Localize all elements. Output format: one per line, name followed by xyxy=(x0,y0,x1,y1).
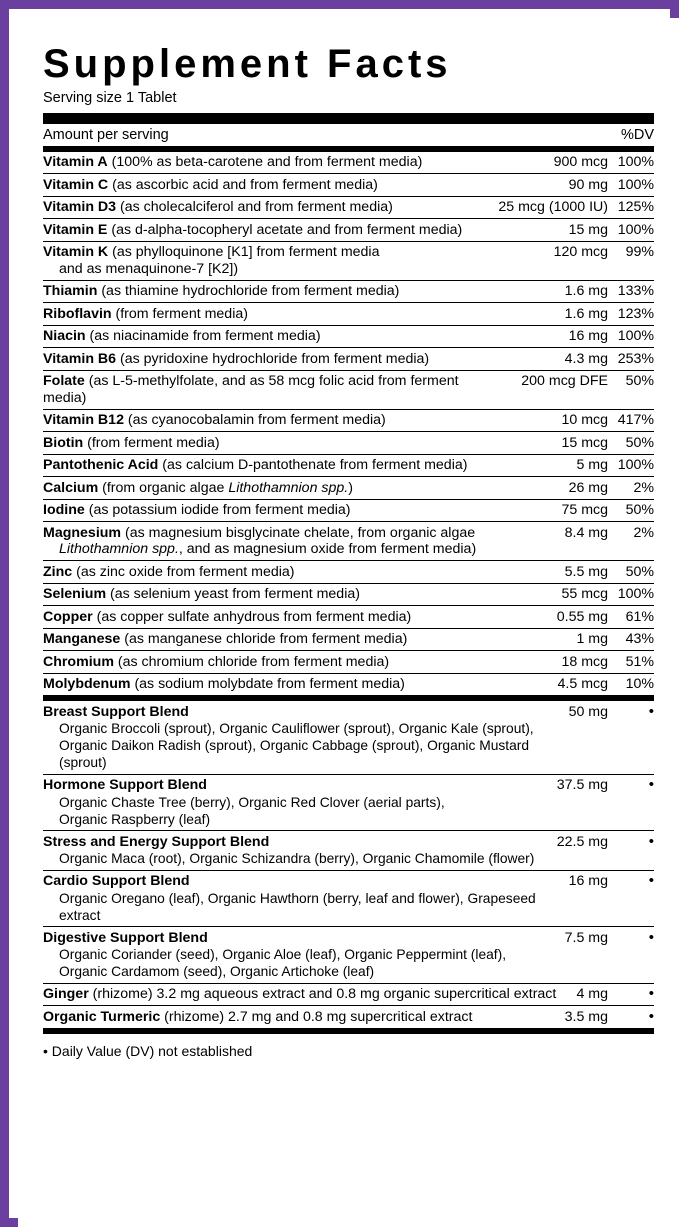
nutrient-row xyxy=(43,196,654,219)
nutrient-name-detail: (as thiamine hydrochloride from ferment media) xyxy=(97,283,400,299)
serving-size: Serving size 1 Tablet xyxy=(43,90,177,106)
nutrient-name-detail: (as copper sulfate anhydrous from ferment media) xyxy=(92,608,412,625)
single-ingredient-dv: • xyxy=(608,1006,654,1029)
nutrient-name-bold: Iodine xyxy=(43,502,85,518)
blend-name: Cardio Support Blend xyxy=(43,873,190,889)
nutrient-dv: 125% xyxy=(608,196,654,219)
nutrient-amount: 5 mg xyxy=(498,454,608,477)
blend-ingredients-line: Organic Coriander (seed), Organic Aloe (leaf), Organic Peppermint (leaf), xyxy=(59,947,507,962)
nutrient-row xyxy=(43,651,654,674)
nutrient-name xyxy=(43,196,498,219)
nutrient-row xyxy=(43,432,654,455)
blend-dv: • xyxy=(608,831,654,871)
nutrient-amount: 200 mcg DFE xyxy=(498,370,608,409)
divider-thick-top xyxy=(43,113,654,124)
single-ingredient-amount: 3.5 mg xyxy=(557,1006,608,1029)
nutrient-name-bold: Niacin xyxy=(43,328,86,344)
blend-name-cell xyxy=(43,831,557,871)
nutrient-row xyxy=(43,152,654,174)
nutrient-name-bold: Calcium xyxy=(43,479,99,496)
footnote: • Daily Value (DV) not established xyxy=(43,1042,253,1059)
nutrient-name-detail: (from organic algae xyxy=(98,479,229,496)
nutrient-dv: 2% xyxy=(608,522,654,561)
nutrient-name-bold: Zinc xyxy=(43,563,73,580)
nutrient-name xyxy=(43,628,498,651)
nutrient-dv: 100% xyxy=(608,583,654,606)
nutrient-name-bold: Selenium xyxy=(43,586,107,602)
nutrient-amount: 75 mcg xyxy=(498,499,608,522)
nutrient-name-detail: (as selenium yeast from ferment media) xyxy=(106,586,360,602)
nutrient-row xyxy=(43,583,654,606)
nutrient-row xyxy=(43,219,654,242)
blend-name: Hormone Support Blend xyxy=(43,777,207,793)
nutrient-name xyxy=(43,522,498,561)
blend-ingredients-line: Organic Cardamom (seed), Organic Artichoke (leaf) xyxy=(59,964,375,979)
blend-ingredients-line: Organic Broccoli (sprout), Organic Cauliflower (sprout), Organic Kale (sprout), xyxy=(59,721,534,736)
nutrient-dv: 133% xyxy=(608,280,654,303)
blend-row xyxy=(43,927,654,984)
nutrient-amount: 15 mcg xyxy=(498,432,608,455)
nutrient-amount: 25 mcg (1000 IU) xyxy=(498,196,608,219)
nutrient-amount: 8.4 mg xyxy=(498,522,608,561)
nutrient-name-bold: Manganese xyxy=(43,631,121,647)
nutrient-name xyxy=(43,280,498,303)
nutrient-dv: 10% xyxy=(608,673,654,696)
nutrient-name-bold: Vitamin K xyxy=(43,244,109,260)
nutrient-dv: 100% xyxy=(608,454,654,477)
nutrient-row xyxy=(43,499,654,522)
nutrient-row xyxy=(43,673,654,696)
nutrient-name xyxy=(43,303,498,326)
blend-name-cell xyxy=(43,870,557,927)
blends-table xyxy=(43,701,654,1029)
nutrient-name-detail: (as cholecalciferol and from ferment media) xyxy=(116,199,393,215)
blend-row xyxy=(43,870,654,927)
blend-ingredients-line: Organic Maca (root), Organic Schizandra (berry), Organic Chamomile (flower) xyxy=(59,851,535,866)
single-ingredient-dv: • xyxy=(608,983,654,1006)
page-title: Supplement Facts xyxy=(43,42,452,86)
nutrient-name-detail: (as ascorbic acid and from ferment media) xyxy=(108,176,378,193)
nutrient-row xyxy=(43,370,654,409)
nutrient-row xyxy=(43,303,654,326)
nutrient-name-detail: (as phylloquinone [K1] from ferment media xyxy=(108,244,380,260)
nutrient-row xyxy=(43,477,654,500)
nutrient-name-detail: (as sodium molybdate from ferment media) xyxy=(130,676,405,692)
blend-name: Breast Support Blend xyxy=(43,703,189,720)
nutrient-name-line2 xyxy=(43,541,498,558)
single-ingredient-row xyxy=(43,1006,654,1029)
nutrient-dv: 100% xyxy=(608,325,654,348)
nutrient-name xyxy=(43,583,498,606)
nutrient-name-bold: Chromium xyxy=(43,653,114,670)
blend-row xyxy=(43,774,654,831)
nutrient-amount: 15 mg xyxy=(498,219,608,242)
blend-ingredients-line: Organic Raspberry (leaf) xyxy=(59,811,211,827)
nutrient-name xyxy=(43,606,498,629)
amount-per-serving-header: Amount per serving xyxy=(43,124,608,146)
nutrient-name-bold: Biotin xyxy=(43,434,84,451)
nutrient-name xyxy=(43,454,498,477)
nutrient-amount: 1.6 mg xyxy=(498,303,608,326)
nutrient-name-detail: (as L-5-methylfolate, and as 58 mcg folic acid from ferment media) xyxy=(43,373,459,406)
nutrient-name-bold: Riboflavin xyxy=(43,305,112,322)
blend-ingredients-line: Organic Chaste Tree (berry), Organic Red Clover (aerial parts), xyxy=(59,794,445,810)
nutrient-row xyxy=(43,348,654,371)
nutrient-dv: 100% xyxy=(608,152,654,174)
nutrient-row xyxy=(43,174,654,197)
nutrient-amount: 120 mcg xyxy=(498,241,608,280)
nutrient-name-bold: Vitamin B12 xyxy=(43,412,124,428)
single-ingredient-detail: (rhizome) 2.7 mg and 0.8 mg supercritical extract xyxy=(160,1008,473,1025)
nutrient-name-bold: Molybdenum xyxy=(43,676,131,692)
nutrient-amount: 16 mg xyxy=(498,325,608,348)
nutrient-dv: 50% xyxy=(608,499,654,522)
nutrient-dv: 100% xyxy=(608,174,654,197)
single-ingredient-name-bold: Ginger xyxy=(43,986,89,1002)
blend-name: Stress and Energy Support Blend xyxy=(43,833,270,850)
nutrition-table xyxy=(43,124,654,147)
nutrient-row xyxy=(43,409,654,432)
nutrient-amount: 10 mcg xyxy=(498,409,608,432)
nutrient-dv: 51% xyxy=(608,651,654,674)
nutrient-amount: 4.5 mcg xyxy=(498,673,608,696)
nutrient-row xyxy=(43,628,654,651)
blend-dv: • xyxy=(608,870,654,927)
nutrient-name-bold: Pantothenic Acid xyxy=(43,457,159,473)
blend-dv: • xyxy=(608,701,654,774)
nutrient-name-detail: (as magnesium bisglycinate chelate, from organic algae xyxy=(121,524,476,541)
nutrient-name xyxy=(43,499,498,522)
nutrient-dv: 123% xyxy=(608,303,654,326)
nutrient-name xyxy=(43,325,498,348)
nutrient-name-detail: (from ferment media) xyxy=(83,434,220,451)
nutrient-name-tail: ) xyxy=(348,479,353,496)
nutrient-amount: 18 mcg xyxy=(498,651,608,674)
nutrient-name-detail: (as pyridoxine hydrochloride from ferment media) xyxy=(116,350,430,367)
nutrient-row xyxy=(43,454,654,477)
nutrient-dv: 43% xyxy=(608,628,654,651)
nutrient-row xyxy=(43,241,654,280)
nutrient-name-detail: (as potassium iodide from ferment media) xyxy=(84,502,351,518)
nutrient-row xyxy=(43,561,654,584)
blend-amount: 37.5 mg xyxy=(557,774,608,831)
nutrient-amount: 90 mg xyxy=(498,174,608,197)
blend-dv: • xyxy=(608,927,654,984)
nutrient-name-bold: Vitamin A xyxy=(43,154,108,170)
nutrient-name-bold: Vitamin C xyxy=(43,176,109,193)
nutrient-name-bold: Copper xyxy=(43,608,93,625)
nutrient-dv: 100% xyxy=(608,219,654,242)
nutrient-name-detail: (100% as beta-carotene and from ferment media) xyxy=(107,154,423,170)
blend-amount: 50 mg xyxy=(557,701,608,774)
blend-amount: 16 mg xyxy=(557,870,608,927)
nutrient-row xyxy=(43,606,654,629)
nutrient-name xyxy=(43,673,498,696)
nutrient-name xyxy=(43,651,498,674)
blend-amount: 7.5 mg xyxy=(557,927,608,984)
single-ingredient-amount: 4 mg xyxy=(557,983,608,1006)
nutrients-table xyxy=(43,152,654,697)
single-ingredient-name xyxy=(43,1006,557,1029)
nutrient-name xyxy=(43,561,498,584)
table-header-row xyxy=(43,124,654,146)
nutrient-dv: 61% xyxy=(608,606,654,629)
nutrient-name-detail: (as zinc oxide from ferment media) xyxy=(72,563,295,580)
blend-name-cell xyxy=(43,927,557,984)
nutrient-name-bold: Folate xyxy=(43,373,85,389)
nutrient-name-detail: (from ferment media) xyxy=(111,305,248,322)
nutrient-name xyxy=(43,241,498,280)
nutrient-dv: 50% xyxy=(608,561,654,584)
nutrient-name-latin: Lithothamnion spp. xyxy=(228,479,349,496)
nutrient-amount: 4.3 mg xyxy=(498,348,608,371)
nutrient-amount: 900 mcg xyxy=(498,152,608,174)
nutrient-name xyxy=(43,152,498,174)
nutrient-name xyxy=(43,348,498,371)
single-ingredient-name-bold: Organic Turmeric xyxy=(43,1008,161,1025)
nutrient-amount: 55 mcg xyxy=(498,583,608,606)
nutrient-name-detail: (as cyanocobalamin from ferment media) xyxy=(123,412,386,428)
nutrient-dv: 417% xyxy=(608,409,654,432)
nutrient-name xyxy=(43,219,498,242)
nutrient-name-line2: and as menaquinone-7 [K2]) xyxy=(59,260,239,277)
blend-ingredients-line: Organic Oregano (leaf), Organic Hawthorn (berry, leaf and flower), Grapeseed extract xyxy=(59,890,536,923)
dv-header: %DV xyxy=(608,124,654,146)
blend-name-cell xyxy=(43,774,557,831)
nutrient-name-detail: (as manganese chloride from ferment media) xyxy=(120,631,408,647)
nutrient-name-bold: Vitamin B6 xyxy=(43,350,117,367)
nutrient-name-bold: Vitamin D3 xyxy=(43,199,117,215)
nutrient-row xyxy=(43,280,654,303)
nutrient-name-line2-tail: , and as magnesium oxide from ferment media) xyxy=(178,541,477,557)
nutrient-amount: 1.6 mg xyxy=(498,280,608,303)
nutrient-name-detail: (as calcium D-pantothenate from ferment media) xyxy=(158,457,468,473)
nutrient-dv: 253% xyxy=(608,348,654,371)
nutrient-name-bold: Magnesium xyxy=(43,524,122,541)
label-inner xyxy=(18,18,679,1227)
nutrient-name-bold: Thiamin xyxy=(43,283,98,299)
nutrient-amount: 26 mg xyxy=(498,477,608,500)
nutrient-name xyxy=(43,477,498,500)
nutrient-name-detail: (as niacinamide from ferment media) xyxy=(85,328,321,344)
divider-med-footer xyxy=(43,1029,654,1034)
nutrient-row xyxy=(43,325,654,348)
nutrient-row xyxy=(43,522,654,561)
nutrient-dv: 99% xyxy=(608,241,654,280)
nutrient-name-detail: (as d-alpha-tocopheryl acetate and from ferment media) xyxy=(107,221,463,238)
nutrient-name xyxy=(43,370,498,409)
nutrient-name-latin: Lithothamnion spp. xyxy=(59,541,179,557)
blend-dv: • xyxy=(608,774,654,831)
nutrient-dv: 50% xyxy=(608,432,654,455)
blend-row xyxy=(43,701,654,774)
blend-name-cell xyxy=(43,701,557,774)
blend-ingredients-line: Organic Daikon Radish (sprout), Organic Cabbage (sprout), Organic Mustard (sprout) xyxy=(59,738,530,770)
nutrient-dv: 50% xyxy=(608,370,654,409)
nutrient-amount: 5.5 mg xyxy=(498,561,608,584)
single-ingredient-name xyxy=(43,983,557,1006)
nutrient-dv: 2% xyxy=(608,477,654,500)
nutrient-amount: 0.55 mg xyxy=(498,606,608,629)
nutrient-amount: 1 mg xyxy=(498,628,608,651)
nutrient-name xyxy=(43,432,498,455)
nutrient-name-detail: (as chromium chloride from ferment media) xyxy=(113,653,390,670)
blend-row xyxy=(43,831,654,871)
single-ingredient-detail: (rhizome) 3.2 mg aqueous extract and 0.8 mg organic supercritical extract xyxy=(88,986,557,1002)
nutrient-name-bold: Vitamin E xyxy=(43,221,108,238)
nutrient-name xyxy=(43,174,498,197)
blend-amount: 22.5 mg xyxy=(557,831,608,871)
blend-name: Digestive Support Blend xyxy=(43,929,208,946)
single-ingredient-row xyxy=(43,983,654,1006)
nutrient-name xyxy=(43,409,498,432)
